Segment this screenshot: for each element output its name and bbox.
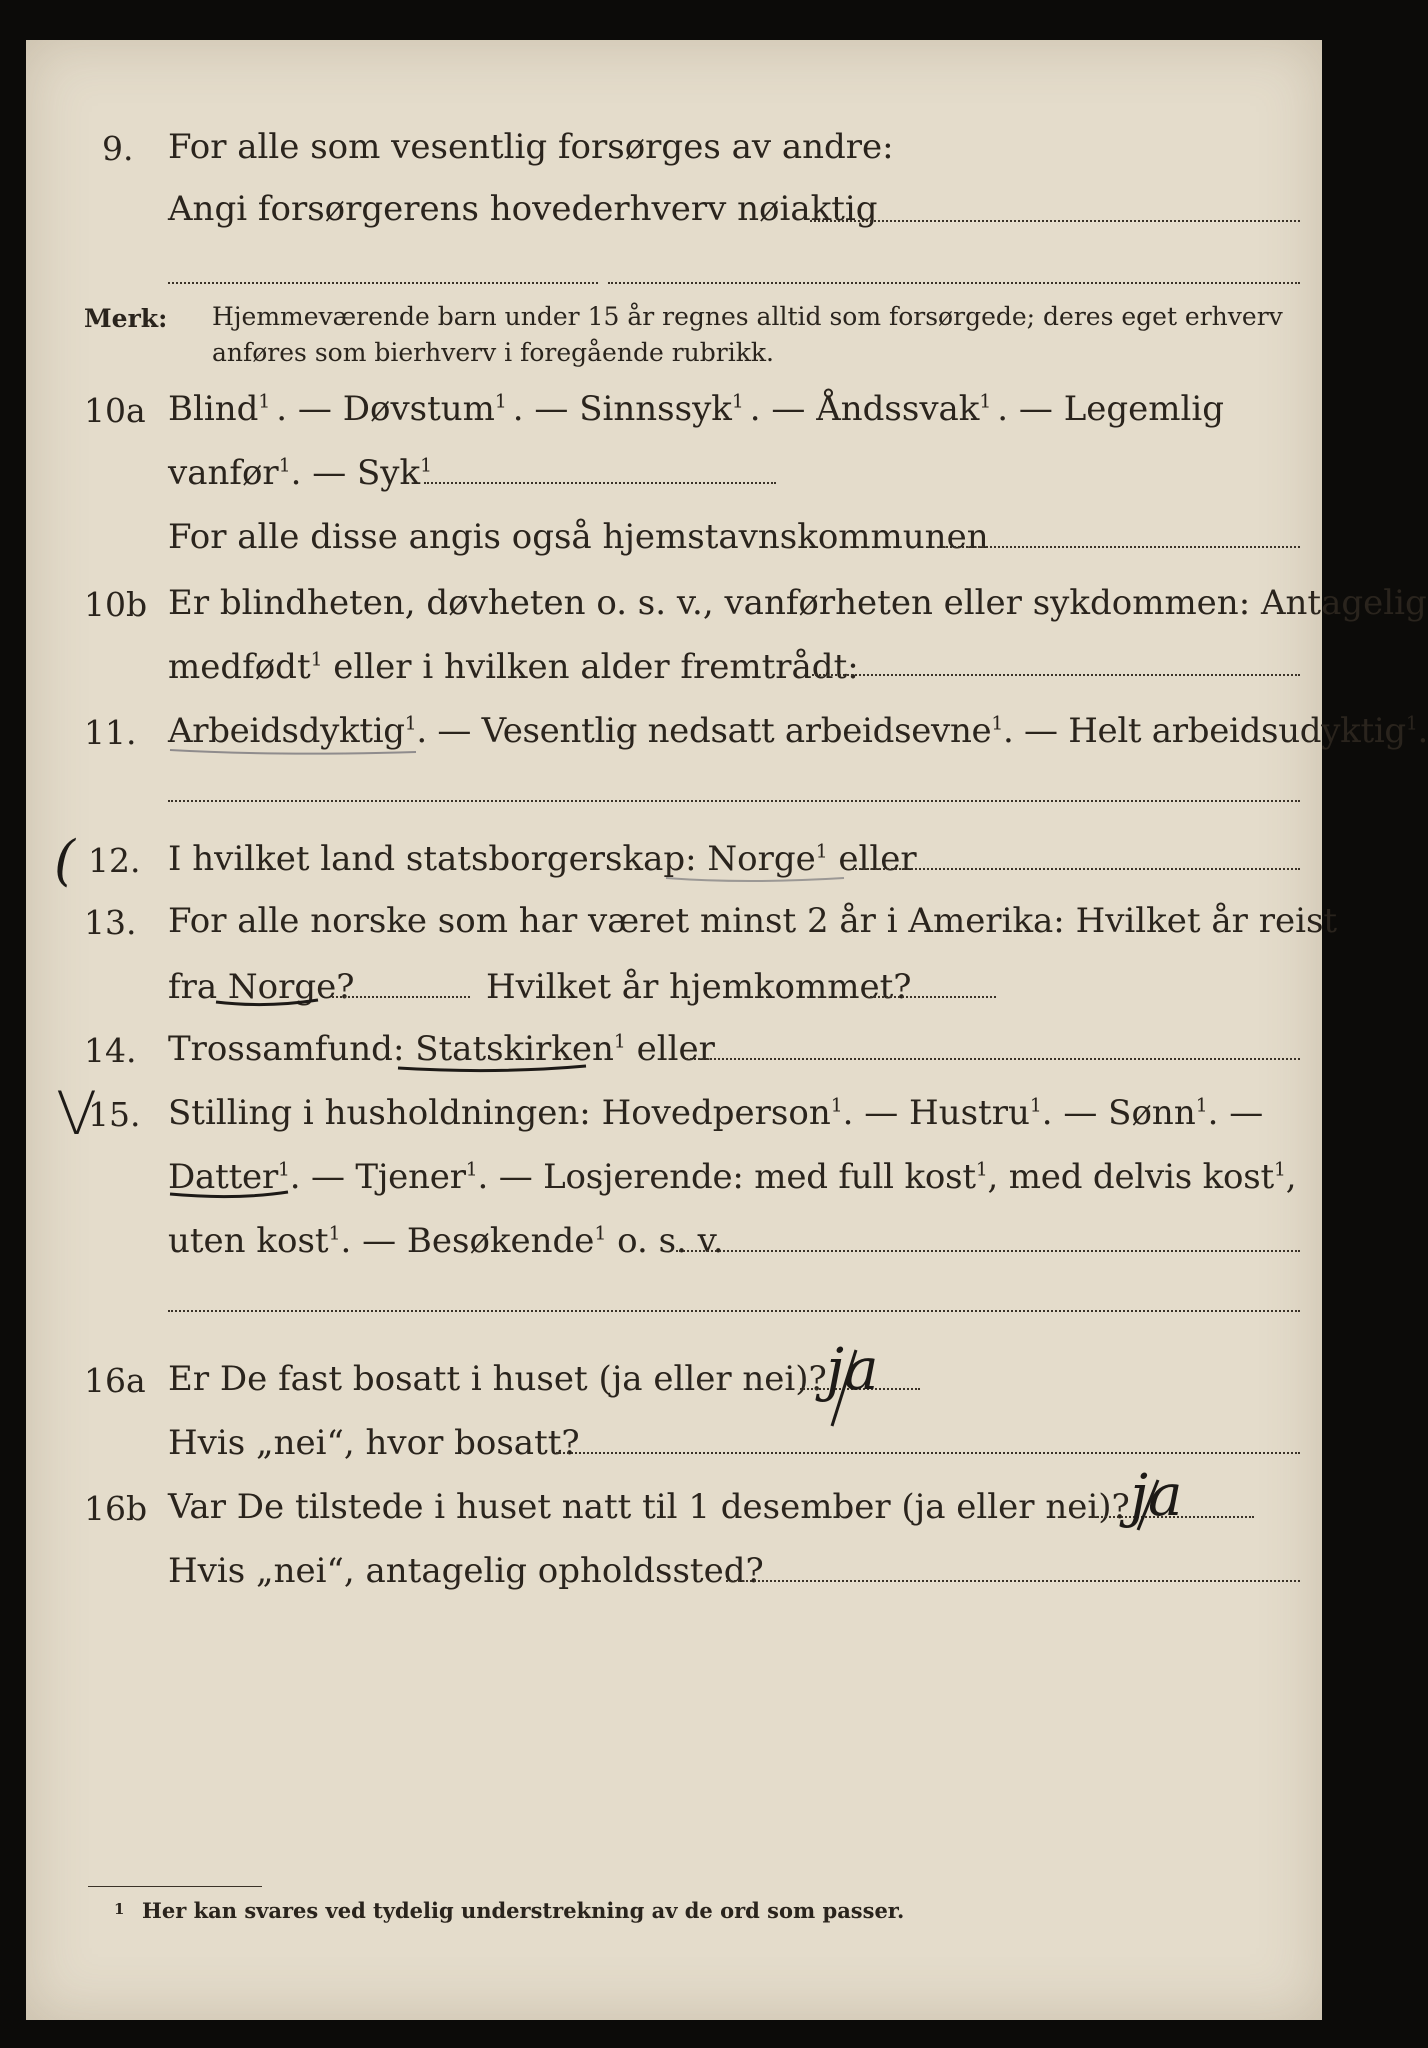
q14-answer-line [686,1058,1300,1060]
margin-mark-15: V [56,1079,98,1149]
merk-line2: anføres som bierhverv i foregående rubrikk. [212,338,774,367]
q15-number: 15. [88,1095,141,1134]
q15-line1: Stilling i husholdningen: Hovedperson$^1$. — Hustru$^1$. — Sønn$^1$. — [168,1093,1264,1133]
q10a-line2: vanfør$^1$. — Syk$^1$ [168,453,432,493]
q16b-line2: Hvis „nei“, antagelig opholdssted? [168,1551,764,1591]
q16b-opholdssted-answer-line [726,1580,1300,1582]
q13-reist-answer-line [332,996,470,998]
merk-line1: Hjemmeværende barn under 15 år regnes alltid som forsørgede; deres eget erhverv [212,302,1283,331]
q16a-line1: Er De fast bosatt i huset (ja eller nei)? [168,1359,827,1399]
q15-line3: uten kost$^1$. — Besøkende$^1$ o. s. v. [168,1221,724,1261]
q11-line: Arbeidsdyktig$^1$. — Vesentlig nedsatt arbeidsevne$^1$. — Helt arbeidsudyktig$^1$. [168,711,1428,751]
q15-line2: Datter$^1$. — Tjener$^1$. — Losjerende: med full kost$^1$, med delvis kost$^1$, [168,1157,1297,1197]
q16a-handwritten-answer: ja [826,1335,879,1403]
q9-line2: Angi forsørgerens hovederhverv nøiaktig [168,189,878,229]
q10a-hjemstavn-answer-line [942,546,1300,548]
q10a-number: 10a [84,391,146,430]
q9-answer-line-2a [168,282,598,284]
q15-answer-line-2 [168,1310,1300,1312]
q13-line1: For alle norske som har været minst 2 år i Amerika: Hvilket år reist [168,901,1338,941]
q16b-line1: Var De tilstede i huset natt til 1 desember (ja eller nei)? [168,1487,1130,1527]
q10a-line3: For alle disse angis også hjemstavnskommunen [168,517,989,557]
q13-line2b: Hvilket år hjemkommet? [486,967,912,1007]
q10a-syk-answer-line [424,482,776,484]
footnote-text: Her kan svares ved tydelig understrekning av de ord som passer. [142,1898,905,1923]
q13-hjemkommet-answer-line [866,996,996,998]
q14-line: Trossamfund: Statskirken$^1$ eller [168,1029,715,1069]
q11-number: 11. [84,713,137,752]
footnote-rule [88,1886,262,1887]
q16a-line2: Hvis „nei“, hvor bosatt? [168,1423,580,1463]
census-form-page [26,40,1428,2020]
q16a-bosatt-answer-line [556,1452,1300,1454]
margin-mark-12: ( [54,829,76,892]
q10a-line1: Blind$^1$ . — Døvstum$^1$ . — Sinnssyk$^1$ . — Åndssvak$^1$ . — Legemlig [168,389,1225,429]
q10b-line1: Er blindheten, døvheten o. s. v., vanførheten eller sykdommen: Antagelig [168,583,1427,623]
q14-number: 14. [84,1031,137,1070]
q13-number: 13. [84,903,137,942]
q10b-number: 10b [84,585,148,624]
q9-answer-line [810,220,1300,222]
q10b-answer-line [812,674,1300,676]
q10b-line2: medfødt$^1$ eller i hvilken alder fremtrådt: [168,647,859,687]
q9-line1: For alle som vesentlig forsørges av andre: [168,127,894,167]
merk-label: Merk: [84,304,168,333]
q16b-handwritten-answer: ja [1130,1461,1183,1529]
footnote-mark: 1 [114,1900,125,1918]
q15-answer-line [676,1250,1300,1252]
q12-line: I hvilket land statsborgerskap: Norge$^1$ eller [168,839,917,879]
q16a-number: 16a [84,1361,146,1400]
q11-answer-line [168,800,1300,802]
q13-line2a: fra Norge? [168,967,355,1007]
q12-number: 12. [88,841,141,880]
q12-answer-line [852,868,1300,870]
q16b-number: 16b [84,1489,148,1528]
q9-answer-line-2b [608,282,1300,284]
q9-number: 9. [102,129,134,168]
